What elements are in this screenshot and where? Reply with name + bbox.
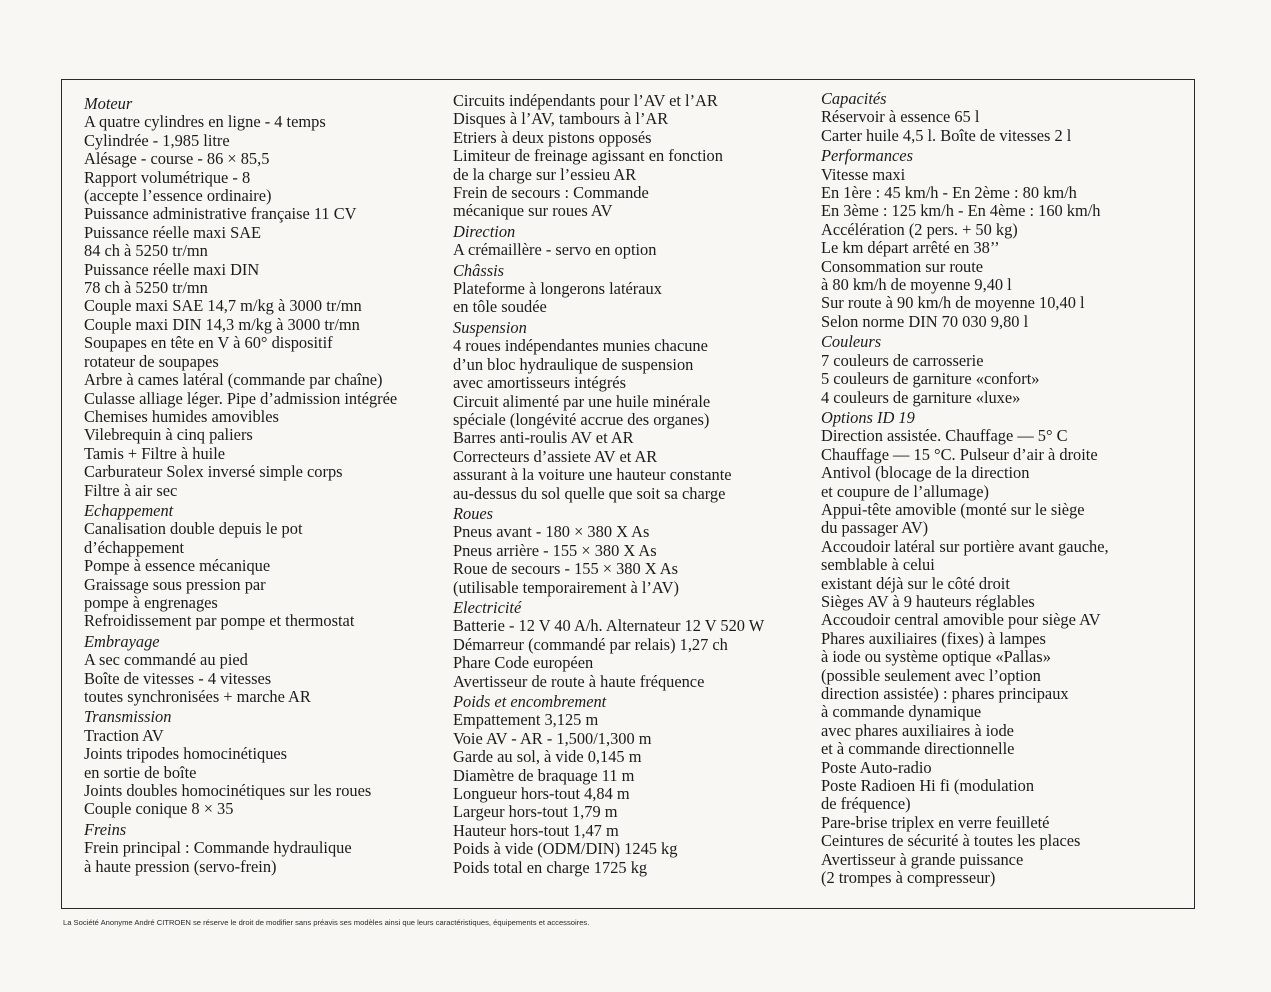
section-heading: Moteur <box>84 94 133 113</box>
spec-line: A crémaillère - servo en option <box>453 240 657 260</box>
spec-line: Avertisseur de route à haute fréquence <box>453 671 705 691</box>
spec-line: Hauteur hors-tout 1,47 m <box>453 820 619 840</box>
spec-line: de la charge sur l’essieu AR <box>453 164 637 184</box>
spec-line: Joints tripodes homocinétiques <box>84 744 288 764</box>
section-heading: Capacités <box>821 89 887 108</box>
spec-line: direction assistée) : phares principaux <box>821 684 1069 703</box>
spec-line: Plateforme à longerons latéraux <box>453 279 662 299</box>
section-heading: Freins <box>84 819 127 839</box>
spec-line: Couple conique 8 × 35 <box>84 799 234 819</box>
section-heading: Embrayage <box>84 631 160 651</box>
section-heading: Direction <box>453 221 516 241</box>
spec-line: Soupapes en tête en V à 60° dispositif <box>84 333 333 353</box>
section-heading: Roues <box>453 503 494 523</box>
spec-line: Arbre à cames latéral (commande par chaîne) <box>84 370 383 390</box>
spec-line: Traction AV <box>84 725 164 745</box>
spec-line: Roue de secours - 155 × 380 X As <box>453 559 679 579</box>
spec-line: Culasse alliage léger. Pipe d’admission intégrée <box>84 388 398 408</box>
spec-line: existant déjà sur le côté droit <box>821 573 1010 593</box>
spec-section <box>84 502 397 631</box>
spec-line: Boîte de vitesses - 4 vitesses <box>84 668 272 688</box>
spec-line: Vilebrequin à cinq paliers <box>84 425 253 445</box>
spec-line: Diamètre de braquage 11 m <box>453 765 635 785</box>
spec-line: Disques à l’AV, tambours à l’AR <box>453 109 669 129</box>
spec-line: au-dessus du sol quelle que soit sa charge <box>453 483 726 503</box>
spec-line: rotateur de soupapes <box>84 351 219 371</box>
spec-line: Correcteurs d’assiete AV et AR <box>453 446 658 466</box>
spec-section <box>453 505 764 597</box>
spec-line: semblable à celui <box>821 555 935 575</box>
spec-line: Pompe à essence mécanique <box>84 556 271 576</box>
spec-line: Sur route à 90 km/h de moyenne 10,40 l <box>821 293 1085 313</box>
spec-line: Puissance administrative française 11 CV <box>84 204 357 224</box>
spec-line: Carburateur Solex inversé simple corps <box>84 462 343 482</box>
spec-line: Canalisation double depuis le pot <box>84 519 303 539</box>
spec-line: Frein de secours : Commande <box>453 183 649 203</box>
spec-line: Voie AV - AR - 1,500/1,300 m <box>453 728 652 748</box>
spec-line: Phare Code européen <box>453 653 594 673</box>
spec-section <box>821 90 1109 145</box>
spec-line: Ceintures de sécurité à toutes les places <box>821 831 1081 851</box>
spec-line: à 80 km/h de moyenne 9,40 l <box>821 275 1012 295</box>
spec-line: Accélération (2 pers. + 50 kg) <box>821 219 1018 239</box>
spec-line: Etriers à deux pistons opposés <box>453 127 652 147</box>
spec-line: Carter huile 4,5 l. Boîte de vitesses 2 l <box>821 125 1072 145</box>
spec-line: mécanique sur roues AV <box>453 201 613 221</box>
spec-line: 4 couleurs de garniture «luxe» <box>821 387 1021 407</box>
spec-line: Poste Auto-radio <box>821 757 932 777</box>
spec-section <box>453 599 764 691</box>
spec-line: assurant à la voiture une hauteur constante <box>453 465 732 485</box>
section-heading: Performances <box>821 146 913 166</box>
spec-line: Poids à vide (ODM/DIN) 1245 kg <box>453 839 678 859</box>
spec-section <box>84 708 397 818</box>
spec-section <box>453 223 764 260</box>
spec-line: d’échappement <box>84 537 185 557</box>
spec-section <box>453 92 764 221</box>
spec-line: Batterie - 12 V 40 A/h. Alternateur 12 V 520 W <box>453 616 765 636</box>
spec-line: d’un bloc hydraulique de suspension <box>453 354 694 374</box>
spec-line: Poste Radioen Hi fi (modulation <box>821 776 1035 796</box>
spec-line: en tôle soudée <box>453 297 547 317</box>
spec-line: Pneus arrière - 155 × 380 X As <box>453 540 657 560</box>
spec-section <box>453 693 764 877</box>
spec-line: 78 ch à 5250 tr/mn <box>84 278 208 298</box>
spec-line: Largeur hors-tout 1,79 m <box>453 802 618 822</box>
spec-line: Filtre à air sec <box>84 480 178 500</box>
spec-section <box>821 147 1109 331</box>
spec-line: 5 couleurs de garniture «confort» <box>821 369 1040 389</box>
spec-line: Graissage sous pression par <box>84 574 266 594</box>
spec-section <box>453 319 764 503</box>
spec-line: et à commande directionnelle <box>821 739 1015 759</box>
spec-line: Poids total en charge 1725 kg <box>453 857 648 877</box>
spec-column-3 <box>821 90 1109 887</box>
spec-section <box>84 821 397 876</box>
spec-line: En 3ème : 125 km/h - En 4ème : 160 km/h <box>821 201 1101 221</box>
spec-line: 84 ch à 5250 tr/mn <box>84 241 208 261</box>
spec-line: Tamis + Filtre à huile <box>84 443 226 463</box>
spec-line: (2 trompes à compresseur) <box>821 868 996 888</box>
spec-line: à haute pression (servo-frein) <box>84 856 277 876</box>
spec-line: Antivol (blocage de la direction <box>821 463 1030 483</box>
spec-line: du passager AV) <box>821 518 929 538</box>
spec-line: Le km départ arrêté en 38’’ <box>821 238 1000 258</box>
spec-line: Couple maxi DIN 14,3 m/kg à 3000 tr/mn <box>84 314 360 334</box>
spec-line: Pneus avant - 180 × 380 X As <box>453 522 650 542</box>
spec-line: Rapport volumétrique - 8 <box>84 167 251 187</box>
spec-line: Puissance réelle maxi DIN <box>84 259 260 279</box>
spec-line: spéciale (longévité accrue des organes) <box>453 409 710 429</box>
spec-line: A sec commandé au pied <box>84 650 248 670</box>
spec-section <box>84 633 397 707</box>
spec-line: Circuits indépendants pour l’AV et l’AR <box>453 91 718 110</box>
spec-line: Accoudoir central amovible pour siège AV <box>821 610 1101 630</box>
spec-line: Selon norme DIN 70 030 9,80 l <box>821 311 1029 331</box>
spec-line: Démarreur (commandé par relais) 1,27 ch <box>453 634 728 654</box>
spec-line: Refroidissement par pompe et thermostat <box>84 611 355 631</box>
spec-line: pompe à engrenages <box>84 592 218 612</box>
spec-column-1 <box>84 95 397 876</box>
spec-line: Sièges AV à 9 hauteurs réglables <box>821 591 1035 611</box>
spec-line: (utilisable temporairement à l’AV) <box>453 577 679 597</box>
spec-line: Joints doubles homocinétiques sur les roues <box>84 781 372 801</box>
spec-line: A quatre cylindres en ligne - 4 temps <box>84 112 326 132</box>
spec-line: Chauffage — 15 °C. Pulseur d’air à droite <box>821 444 1098 464</box>
spec-line: de fréquence) <box>821 794 911 814</box>
spec-line: En 1ère : 45 km/h - En 2ème : 80 km/h <box>821 183 1077 203</box>
section-heading: Electricité <box>453 597 522 617</box>
legal-footnote: La Société Anonyme André CITROEN se réserve le droit de modifier sans préavis ses modèles ainsi que leurs caractéristiques, équipements et accessoires. <box>63 918 590 927</box>
spec-line: Accoudoir latéral sur portière avant gauche, <box>821 536 1109 556</box>
spec-line: Cylindrée - 1,985 litre <box>84 130 230 150</box>
spec-line: Circuit alimenté par une huile minérale <box>453 391 711 411</box>
section-heading: Transmission <box>84 707 172 727</box>
spec-line: Couple maxi SAE 14,7 m/kg à 3000 tr/mn <box>84 296 362 316</box>
spec-line: Longueur hors-tout 4,84 m <box>453 784 630 804</box>
spec-line: Puissance réelle maxi SAE <box>84 222 262 242</box>
spec-line: Avertisseur à grande puissance <box>821 849 1024 869</box>
spec-line: à commande dynamique <box>821 702 982 722</box>
spec-line: avec phares auxiliaires à iode <box>821 720 1014 740</box>
spec-line: Alésage - course - 86 × 85,5 <box>84 149 270 169</box>
section-heading: Poids et encombrement <box>453 692 607 711</box>
spec-section <box>84 95 397 500</box>
section-heading: Châssis <box>453 260 505 280</box>
spec-line: Vitesse maxi <box>821 164 906 184</box>
spec-line: avec amortisseurs intégrés <box>453 373 626 393</box>
spec-line: Garde au sol, à vide 0,145 m <box>453 747 642 767</box>
spec-column-2 <box>453 92 764 877</box>
section-heading: Echappement <box>84 500 174 520</box>
section-heading: Options ID 19 <box>821 407 915 427</box>
spec-line: et coupure de l’allumage) <box>821 481 989 501</box>
spec-line: Empattement 3,125 m <box>453 710 599 730</box>
spec-line: Consommation sur route <box>821 256 984 276</box>
spec-section <box>821 333 1109 407</box>
spec-line: à iode ou système optique «Pallas» <box>821 647 1051 667</box>
spec-line: Appui-tête amovible (monté sur le siège <box>821 499 1085 519</box>
spec-line: Barres anti-roulis AV et AR <box>453 428 634 448</box>
spec-line: (possible seulement avec l’option <box>821 665 1041 685</box>
spec-line: toutes synchronisées + marche AR <box>84 687 311 706</box>
spec-section <box>821 409 1109 888</box>
spec-line: Réservoir à essence 65 l <box>821 107 980 127</box>
section-heading: Suspension <box>453 317 527 337</box>
spec-line: 4 roues indépendantes munies chacune <box>453 336 708 356</box>
spec-line: Direction assistée. Chauffage — 5° C <box>821 426 1068 446</box>
spec-line: (accepte l’essence ordinaire) <box>84 186 272 206</box>
spec-line: 7 couleurs de carrosserie <box>821 350 984 370</box>
spec-line: Chemises humides amovibles <box>84 406 279 426</box>
spec-line: en sortie de boîte <box>84 762 197 782</box>
section-heading: Couleurs <box>821 332 882 352</box>
spec-line: Limiteur de freinage agissant en fonction <box>453 146 723 166</box>
spec-line: Frein principal : Commande hydraulique <box>84 838 352 858</box>
spec-line: Phares auxiliaires (fixes) à lampes <box>821 628 1046 648</box>
spec-line: Pare-brise triplex en verre feuilleté <box>821 812 1050 832</box>
spec-section <box>453 262 764 317</box>
